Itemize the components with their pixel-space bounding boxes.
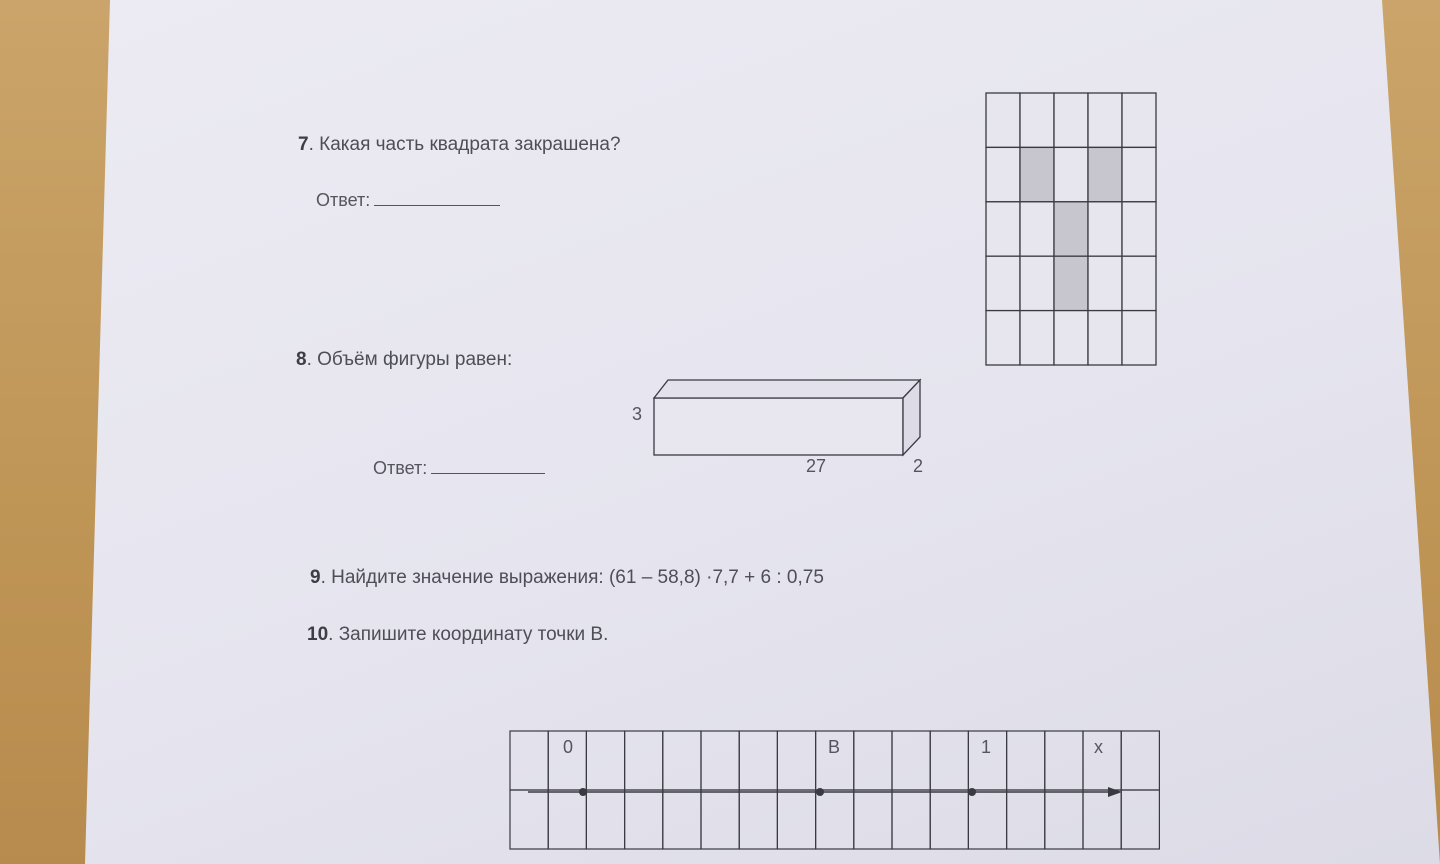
number-line-cell <box>625 731 663 790</box>
box-figure <box>654 380 920 455</box>
grid-cell <box>1020 311 1054 365</box>
grid-cell <box>1054 147 1088 201</box>
grid-cell <box>1088 202 1122 256</box>
label-x: x <box>1094 737 1103 757</box>
number-line-cell <box>586 731 624 790</box>
grid-cell <box>986 93 1020 147</box>
label-one: 1 <box>981 737 992 757</box>
box-length-label: 27 <box>806 456 827 476</box>
number-line-cell <box>510 731 548 790</box>
number-line-cell <box>548 790 586 849</box>
question-8-text: . Объём фигуры равен: <box>306 349 513 370</box>
number-line-cell <box>701 731 739 790</box>
question-8-number: 8 <box>296 349 307 370</box>
number-line-cell <box>1121 731 1159 790</box>
question-9-number: 9 <box>310 567 321 588</box>
number-line-cell <box>777 731 815 790</box>
number-line-cell <box>739 790 777 849</box>
grid-cell-shaded <box>1020 147 1054 201</box>
grid-cell <box>986 256 1020 310</box>
grid-cell <box>1088 311 1122 365</box>
grid-cell <box>1020 202 1054 256</box>
number-line-cell <box>1083 790 1121 849</box>
point-b <box>816 788 824 796</box>
grid-cell <box>1054 93 1088 147</box>
grid-cell <box>1122 93 1156 147</box>
grid-cell <box>1020 93 1054 147</box>
number-line-cell <box>892 731 930 790</box>
grid-cell <box>986 202 1020 256</box>
grid-cell <box>1054 311 1088 365</box>
number-line-cell <box>1045 731 1083 790</box>
number-line-cell <box>510 790 548 849</box>
number-line-arrow <box>1108 787 1122 797</box>
grid-cell <box>1122 256 1156 310</box>
number-line-cell <box>930 731 968 790</box>
label-b: B <box>828 737 841 757</box>
grid-cell <box>1088 256 1122 310</box>
box-top-face <box>654 380 920 398</box>
number-line-cell <box>1007 731 1045 790</box>
number-line-cell <box>892 790 930 849</box>
number-line-cell <box>663 731 701 790</box>
grid-cell <box>986 147 1020 201</box>
number-line-cell <box>625 790 663 849</box>
question-10-number: 10 <box>307 624 329 645</box>
point-one <box>968 788 976 796</box>
box-height-label: 3 <box>632 404 643 424</box>
question-9-text: . Найдите значение выражения: (61 – 58,8) ·7,7 + 6 : 0,75 <box>320 567 824 588</box>
shaded-grid-figure <box>986 93 1156 365</box>
grid-cell <box>1088 93 1122 147</box>
number-line-cell <box>701 790 739 849</box>
number-line-cell <box>1007 790 1045 849</box>
number-line-cell <box>968 790 1006 849</box>
number-line-cell <box>816 790 854 849</box>
label-zero: 0 <box>563 737 574 757</box>
grid-cell <box>1122 311 1156 365</box>
grid-cell <box>1122 202 1156 256</box>
number-line-cell <box>1045 790 1083 849</box>
number-line-cell <box>1121 790 1159 849</box>
point-zero <box>579 788 587 796</box>
answer-7-label: Ответ: <box>316 190 371 210</box>
number-line-cell <box>739 731 777 790</box>
number-line-cell <box>663 790 701 849</box>
grid-cell-shaded <box>1054 202 1088 256</box>
grid-cell-shaded <box>1054 256 1088 310</box>
number-line-cell <box>586 790 624 849</box>
number-line-cell <box>777 790 815 849</box>
grid-cell <box>986 311 1020 365</box>
number-line-cell <box>930 790 968 849</box>
grid-cell-shaded <box>1088 147 1122 201</box>
answer-8-label: Ответ: <box>373 458 428 478</box>
question-7-text: . Какая часть квадрата закрашена? <box>308 134 621 155</box>
question-10-text: . Запишите координату точки В. <box>328 624 609 645</box>
grid-cell <box>1020 256 1054 310</box>
box-depth-label: 2 <box>913 456 924 476</box>
number-line-cell <box>854 731 892 790</box>
box-front-face <box>654 398 903 455</box>
question-7-number: 7 <box>298 134 309 155</box>
grid-cell <box>1122 147 1156 201</box>
number-line-cell <box>854 790 892 849</box>
